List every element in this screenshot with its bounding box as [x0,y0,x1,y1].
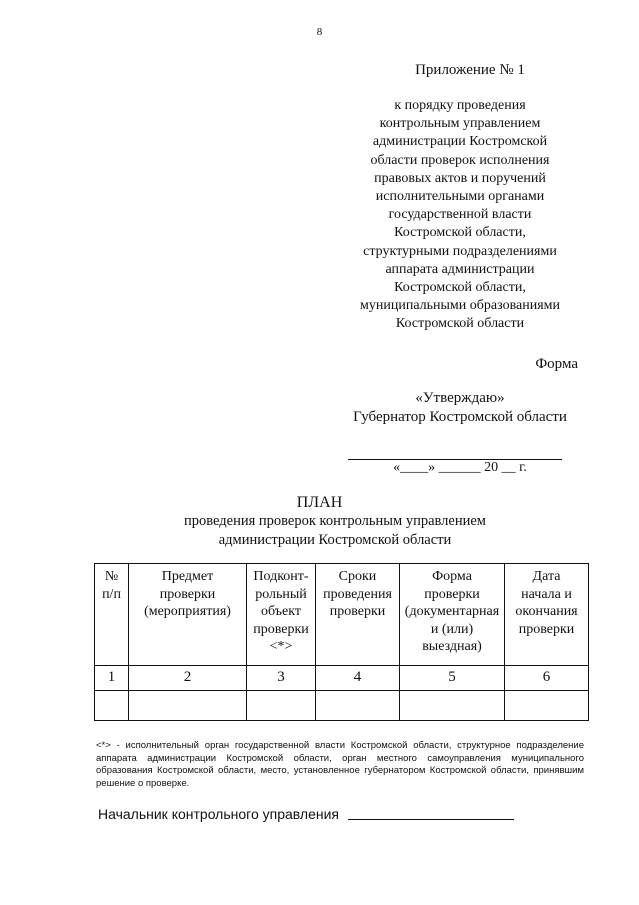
appendix-line: исполнительными органами [375,189,545,205]
column-number: 6 [505,666,589,691]
appendix-line: муниципальными образованиями [360,298,560,314]
appendix-line: правовых актов и поручений [374,170,546,186]
page-number: 8 [316,26,323,38]
plan-subtitle [140,512,530,550]
chief-signature-label: Начальник контрольного управления [98,806,339,822]
column-number-row [95,666,589,691]
header-terms: Сроки проведения проверки [316,564,400,666]
plan-table [94,563,589,721]
empty-cell [505,691,589,721]
appendix-line: администрации Костромской [372,134,548,150]
appendix-title: Приложение № 1 [415,62,525,78]
appendix-line: области проверок исполнения [370,152,550,168]
appendix-line: структурными подразделениями [363,243,557,259]
approver-title: Губернатор Костромской области [353,409,567,425]
appendix-line: Костромской области, [394,280,526,296]
appendix-line: Костромской области [395,316,525,332]
empty-cell [400,691,505,721]
header-form: Форма проверки (документарная и (или) выездная) [400,564,505,666]
form-label: Форма [535,356,578,372]
approval-date-line: «____» ______ 20 __ г. [393,460,527,475]
column-number: 2 [129,666,247,691]
empty-cell [95,691,129,721]
appendix-line: к порядку проведения [394,98,526,113]
chief-signature-line [348,819,514,820]
header-dates: Дата начала и окончания проверки [505,564,589,666]
approve-text: «Утверждаю» [415,390,505,406]
appendix-line: аппарата администрации [385,261,535,277]
appendix-line: Костромской области, [394,225,526,241]
footnote: <*> - исполнительный орган государственной власти Костромской области, структурное подразделение аппарата администрации Костромской области, орган местного самоуправления муниципального образования Костромской области, место, установленное губернатором Костромской области, принявшим решение о проверке. [96,740,584,789]
header-number: № п/п [95,564,129,666]
column-number: 1 [95,666,129,691]
appendix-line: контрольным управлением [379,116,541,132]
plan-subtitle-line: администрации Костромской области [218,532,452,548]
column-number: 5 [400,666,505,691]
empty-cell [316,691,400,721]
approval-block [330,389,590,427]
column-number: 3 [247,666,316,691]
appendix-line: государственной власти [388,207,532,223]
plan-subtitle-line: проведения проверок контрольным управлением [184,513,486,529]
plan-title: ПЛАН [296,494,343,511]
header-object: Подконт- рольный объект проверки <*> [247,564,316,666]
table-header-row [95,564,589,666]
header-subject: Предмет проверки (мероприятия) [129,564,247,666]
empty-cell [129,691,247,721]
empty-table-row [95,691,589,721]
column-number: 4 [316,666,400,691]
empty-cell [247,691,316,721]
appendix-description [330,97,590,334]
